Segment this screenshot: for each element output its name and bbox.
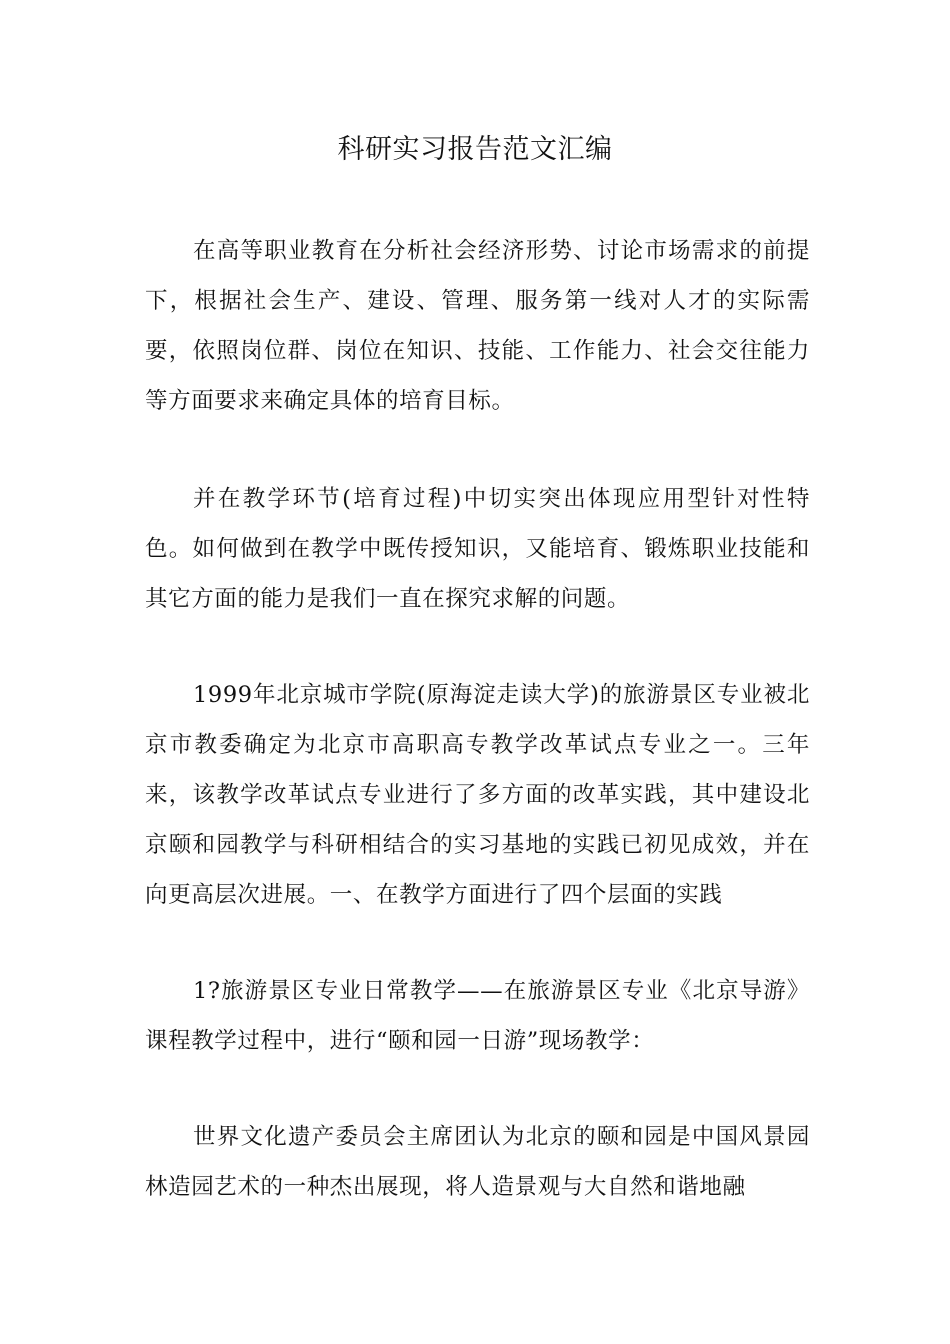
document-title: 科研实习报告范文汇编	[337, 134, 613, 165]
paragraph-daily-teaching: 1?旅游景区专业日常教学——在旅游景区专业《北京导游》课程教学过程中，进行“颐和园一日游”现场教学：	[145, 978, 810, 1054]
paragraph-teaching-features: 并在教学环节(培育过程)中切实突出体现应用型针对性特色。如何做到在教学中既传授知识，又能培育、锻炼职业技能和其它方面的能力是我们一直在探究求解的问题。	[145, 486, 810, 612]
paragraph-training-goals: 在高等职业教育在分析社会经济形势、讨论市场需求的前提下，根据社会生产、建设、管理、服务第一线对人才的实际需要，依照岗位群、岗位在知识、技能、工作能力、社会交往能力等方面要求来确定具体的培育目标。	[145, 238, 810, 414]
paragraph-reform-pilot: 1999年北京城市学院(原海淀走读大学)的旅游景区专业被北京市教委确定为北京市高职高专教学改革试点专业之一。三年来，该教学改革试点专业进行了多方面的改革实践，其中建设北京颐和园教学与科研相结合的实习基地的实践已初见成效，并在向更高层次进展。一、在教学方面进行了四个层面的实践	[145, 682, 810, 908]
paragraph-world-heritage: 世界文化遗产委员会主席团认为北京的颐和园是中国风景园林造园艺术的一种杰出展现，将人造景观与大自然和谐地融	[145, 1124, 810, 1200]
document-body	[145, 226, 810, 1260]
